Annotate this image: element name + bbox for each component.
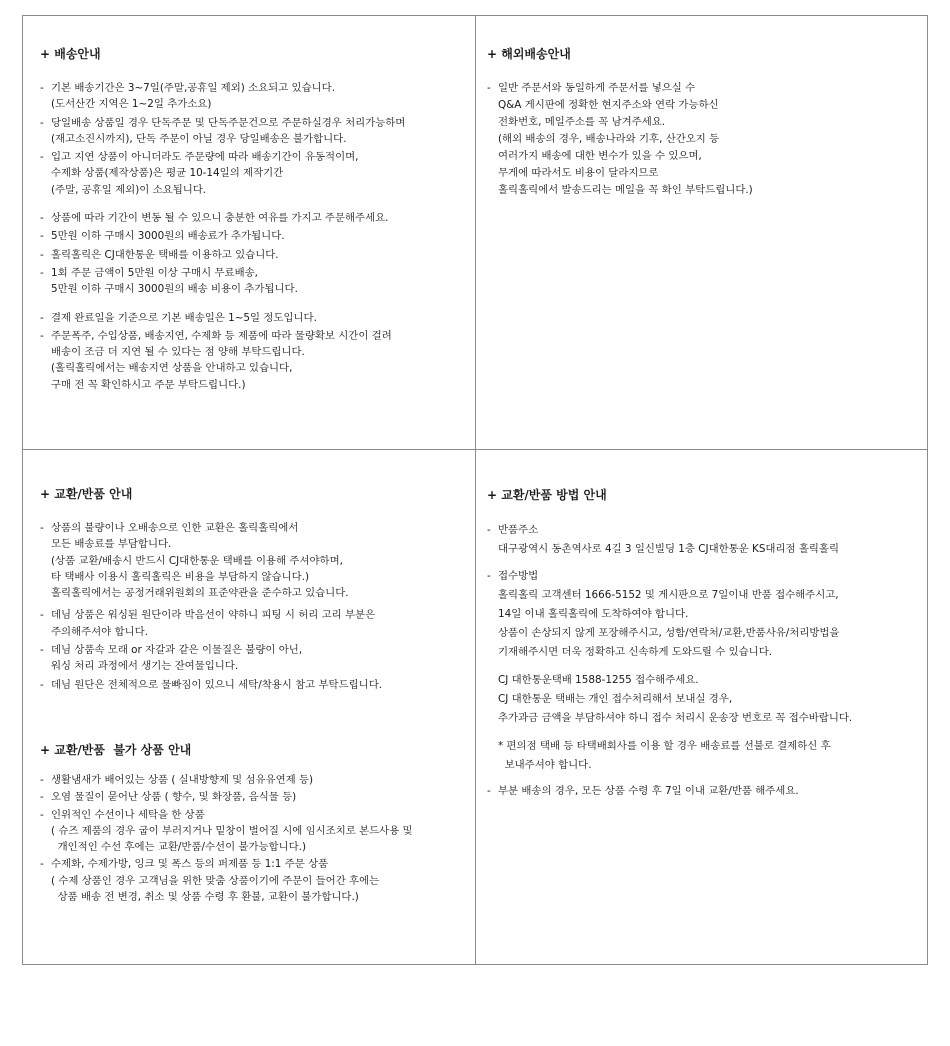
not-exchangeable-line: ( 슈즈 제품의 경우 굽이 부러지거나 밑창이 벌어질 시에 임시조치로 본드사용 및 xyxy=(51,824,413,837)
overseas-line: 전화번호, 메일주소를 꼭 남겨주세요. xyxy=(498,116,666,128)
list-item: - 반품주소 대구광역시 동촌역사로 4길 3 일신빌딩 1층 CJ대한통운 KS대리점 홀릭홀릭 xyxy=(487,521,922,559)
not-exchangeable-line: 상품 배송 전 변경, 취소 및 상품 수령 후 환불, 교환이 불가합니다.) xyxy=(51,891,359,904)
list-item: - 데님 상품은 워싱된 원단이라 박음선이 약하니 피팅 시 허리 고리 부분은 주의해주셔야 합니다. xyxy=(40,607,470,640)
list-item: - 인위적인 수선이나 세탁을 한 상품 ( 슈즈 제품의 경우 굽이 부러지거나 밑창이 벌어질 시에 임시조치로 본드사용 및 개인적인 수선 후에는 교환/반품/수선이 불가능합니다.) xyxy=(40,807,472,856)
exchange-line: 상품의 불량이나 오배송으로 인한 교환은 홀릭홀릭에서 xyxy=(51,522,299,534)
shipping-line: 주문폭주, 수입상품, 배송지연, 수제화 등 제품에 따라 물량확보 시간이 걸려 xyxy=(51,329,392,342)
list-item: - 기본 배송기간은 3~7일(주말,공휴일 제외) 소요되고 있습니다. (도서산간 지역은 1~2일 추가소요) xyxy=(40,80,470,113)
list-item: - 입고 지연 상품이 아니더라도 주문량에 따라 배송기간이 유동적이며, 수제화 상품(제작상품)은 평균 10-14일의 제작기간 (주말, 공휴일 제외)이 소요됩니다. xyxy=(40,149,470,198)
shipping-section xyxy=(40,46,470,395)
list-item: - 홀릭홀릭은 CJ대한통운 택배를 이용하고 있습니다. xyxy=(40,247,470,263)
list-item: - 생활냄새가 배어있는 상품 ( 실내방향제 및 섬유유연제 등) xyxy=(40,772,472,788)
list-item: - 접수방법 홀릭홀릭 고객센터 1666-5152 및 게시판으로 7일이내 반품 접수해주시고, 14일 이내 홀릭홀릭에 도착하여야 합니다. 상품이 손상되지 않게 포장해주시고, 성함/연락처/교환,반품사유/처리방법을 기재해주시면 더욱 정확하고 신속하게 도와드릴 수 있습니다. CJ 대한통운택배 1588-1255 접수해주세요. CJ 대한통운 택배는 개인 접수처리해서 보내실 경우, 추가과금 금액을 부담하셔야 하니 접수 처리시 운송장 번호로 꼭 접수바랍니다. * 편의점 택배 등 타택배회사를 이용 할 경우 배송료를 선불로 결제하신 후 보내주셔야 합니다. xyxy=(487,567,922,775)
shipping-line: 입고 지연 상품이 아니더라도 주문량에 따라 배송기간이 유동적이며, xyxy=(51,151,359,164)
return-address: 대구광역시 동촌역사로 4길 3 일신빌딩 1층 CJ대한통운 KS대리점 홀릭홀릭 xyxy=(498,543,839,555)
return-method-line: 14일 이내 홀릭홀릭에 도착하여야 합니다. xyxy=(498,608,689,620)
return-method-line: 추가과금 금액을 부담하셔야 하니 접수 처리시 운송장 번호로 꼭 접수바랍니다. xyxy=(498,712,853,724)
shipping-line: 수제화 상품(제작상품)은 평균 10-14일의 제작기간 xyxy=(51,167,284,180)
not-exchangeable-line: 오염 물질이 묻어난 상품 ( 향수, 및 화장품, 음식물 등) xyxy=(51,791,297,804)
return-method-section xyxy=(487,487,922,801)
overseas-section xyxy=(487,46,917,201)
list-item: - 5만원 이하 구매시 3000원의 배송료가 추가됩니다. xyxy=(40,228,470,244)
list-item: - 일반 주문서와 동일하게 주문서를 넣으실 수 Q&A 게시판에 정확한 현지주소와 연락 가능하신 전화번호, 메일주소를 꼭 남겨주세요. (해외 배송의 경우, 배송나라와 기후, 산간오지 등 여러가지 배송에 대한 변수가 있을 수 있으며, 무게에 따라서도 비용이 달라지므로 홀릭홀릭에서 발송드리는 메일을 꼭 화인 부탁드립니다.) xyxy=(487,80,917,199)
shipping-line: 홀릭홀릭은 CJ대한통운 택배를 이용하고 있습니다. xyxy=(51,248,279,261)
return-method-line: 기재해주시면 더욱 정확하고 신속하게 도와드릴 수 있습니다. xyxy=(498,646,773,658)
not-exchangeable-line: 수제화, 수제가방, 잉크 및 폭스 등의 퍼제품 등 1:1 주문 상품 xyxy=(51,858,329,871)
return-method-line: 접수방법 xyxy=(498,570,539,582)
overseas-line: (해외 배송의 경우, 배송나라와 기후, 산간오지 등 xyxy=(498,133,720,145)
return-method-line: CJ 대한통운 택배는 개인 접수처리해서 보내실 경우, xyxy=(498,693,733,705)
exchange-line: (상품 교환/배송시 반드시 CJ대한통운 택배를 이용해 주셔야하며, xyxy=(51,554,343,567)
shipping-line: (주말, 공휴일 제외)이 소요됩니다. xyxy=(51,183,207,196)
not-exchangeable-section xyxy=(40,742,472,907)
not-exchangeable-title: + 교환/반품 불가 상품 안내 xyxy=(40,743,192,757)
exchange-section xyxy=(40,486,470,695)
not-exchangeable-list xyxy=(40,772,472,905)
return-method-title: + 교환/반품 방법 안내 xyxy=(487,488,607,502)
overseas-line: Q&A 게시판에 정확한 현지주소와 연락 가능하신 xyxy=(498,99,719,111)
exchange-line: 타 택배사 이용시 홀릭홀릭은 비용을 부담하지 않습니다.) xyxy=(51,570,310,583)
exchange-line: 데님 원단은 전체적으로 물빠짐이 있으니 세탁/착용시 참고 부탁드립니다. xyxy=(51,678,383,691)
list-item: - 결제 완료일을 기준으로 기본 배송일은 1~5일 정도입니다. xyxy=(40,310,470,326)
overseas-line: 홀릭홀릭에서 발송드리는 메일을 꼭 화인 부탁드립니다.) xyxy=(498,184,753,196)
row-divider xyxy=(22,449,928,450)
return-method-note: * 편의점 택배 등 타택배회사를 이용 할 경우 배송료를 선불로 결제하신 후 xyxy=(498,740,831,752)
shipping-title: + 배송안내 xyxy=(40,47,101,61)
exchange-line: 데님 상품속 모래 or 자갈과 같은 이물질은 불량이 아닌, xyxy=(51,644,303,657)
shipping-line: 1회 주문 금액이 5만원 이상 구매시 무료배송, xyxy=(51,266,258,279)
list-item: - 당일배송 상품일 경우 단독주문 및 단독주문건으로 주문하실경우 처리가능하며 (재고소진시까지), 단독 주문이 아닐 경우 당일배송은 불가합니다. xyxy=(40,115,470,148)
return-method-line: CJ 대한통운택배 1588-1255 접수해주세요. xyxy=(498,674,699,686)
return-method-line: 홀릭홀릭 고객센터 1666-5152 및 게시판으로 7일이내 반품 접수해주시고, xyxy=(498,589,839,601)
exchange-line: 워싱 처리 과정에서 생기는 잔여물입니다. xyxy=(51,660,239,673)
list-item: - 1회 주문 금액이 5만원 이상 구매시 무료배송, 5만원 이하 구매시 3000원의 배송 비용이 추가됩니다. xyxy=(40,265,470,298)
exchange-line: 데님 상품은 워싱된 원단이라 박음선이 약하니 피팅 시 허리 고리 부분은 xyxy=(51,609,376,622)
list-item: - 수제화, 수제가방, 잉크 및 폭스 등의 퍼제품 등 1:1 주문 상품 ( 수제 상품인 경우 고객님을 위한 맞춤 상품이기에 주문이 들어간 후에는 상품 배송 전 변경, 취소 및 상품 수령 후 환불, 교환이 불가합니다.) xyxy=(40,856,472,905)
shipping-line: 5만원 이하 구매시 3000원의 배송 비용이 추가됩니다. xyxy=(51,283,298,296)
overseas-title: + 해외배송안내 xyxy=(487,47,571,61)
list-item: - 상품에 따라 기간이 변동 될 수 있으니 충분한 여유를 가지고 주문해주세요. xyxy=(40,210,470,226)
overseas-line: 일반 주문서와 동일하게 주문서를 넣으실 수 xyxy=(498,82,696,94)
shipping-line: 5만원 이하 구매시 3000원의 배송료가 추가됩니다. xyxy=(51,230,285,243)
shipping-line: (재고소진시까지), 단독 주문이 아닐 경우 당일배송은 불가합니다. xyxy=(51,132,347,145)
list-item: - 부분 배송의 경우, 모든 상품 수령 후 7일 이내 교환/반품 해주세요. xyxy=(487,783,922,799)
not-exchangeable-line: ( 수제 상품인 경우 고객님을 위한 맞춤 상품이기에 주문이 들어간 후에는 xyxy=(51,874,380,887)
not-exchangeable-line: 개인적인 수선 후에는 교환/반품/수선이 불가능합니다.) xyxy=(51,841,306,854)
overseas-line: 무게에 따라서도 비용이 달라지므로 xyxy=(498,167,659,179)
return-method-line: 상품이 손상되지 않게 포장해주시고, 성함/연락처/교환,반품사유/처리방법을 xyxy=(498,627,840,639)
overseas-list xyxy=(487,80,917,199)
shipping-line: 결제 완료일을 기준으로 기본 배송일은 1~5일 정도입니다. xyxy=(51,311,317,324)
exchange-title: + 교환/반품 안내 xyxy=(40,487,133,501)
return-method-list xyxy=(487,521,922,799)
shipping-list xyxy=(40,80,470,393)
shipping-line: (도서산간 지역은 1~2일 추가소요) xyxy=(51,98,212,111)
return-method-line: 부분 배송의 경우, 모든 상품 수령 후 7일 이내 교환/반품 해주세요. xyxy=(498,785,799,797)
shipping-line: 당일배송 상품일 경우 단독주문 및 단독주문건으로 주문하실경우 처리가능하며 xyxy=(51,116,406,129)
list-item: - 데님 상품속 모래 or 자갈과 같은 이물질은 불량이 아닌, 워싱 처리 과정에서 생기는 잔여물입니다. xyxy=(40,642,470,675)
list-item: - 상품의 불량이나 오배송으로 인한 교환은 홀릭홀릭에서 모든 배송료를 부담합니다. (상품 교환/배송시 반드시 CJ대한통운 택배를 이용해 주셔야하며, 타 택배사 이용시 홀릭홀릭은 비용을 부담하지 않습니다.) 홀릭홀릭에서는 공정거래위원회의 표준약관을 준수하고 있습니다. xyxy=(40,520,470,601)
not-exchangeable-line: 인위적인 수선이나 세탁을 한 상품 xyxy=(51,808,205,821)
shipping-line: 구매 전 꼭 확인하시고 주문 부탁드립니다.) xyxy=(51,378,246,391)
not-exchangeable-line: 생활냄새가 배어있는 상품 ( 실내방향제 및 섬유유연제 등) xyxy=(51,774,314,786)
shipping-line: 배송이 조금 더 지연 될 수 있다는 점 양해 부탁드립니다. xyxy=(51,346,305,359)
return-address-label: 반품주소 xyxy=(498,524,539,536)
exchange-line: 모든 배송료를 부담합니다. xyxy=(51,538,172,551)
exchange-line: 주의해주셔야 합니다. xyxy=(51,625,148,638)
return-method-note: 보내주셔야 합니다. xyxy=(498,759,592,771)
exchange-line: 홀릭홀릭에서는 공정거래위원회의 표준약관을 준수하고 있습니다. xyxy=(51,587,349,600)
list-item: - 오염 물질이 묻어난 상품 ( 향수, 및 화장품, 음식물 등) xyxy=(40,789,472,805)
overseas-line: 여러가지 배송에 대한 변수가 있을 수 있으며, xyxy=(498,150,702,162)
column-divider xyxy=(475,15,476,965)
shipping-line: (홀릭홀릭에서는 배송지연 상품을 안내하고 있습니다, xyxy=(51,362,293,375)
list-item: - 데님 원단은 전체적으로 물빠짐이 있으니 세탁/착용시 참고 부탁드립니다. xyxy=(40,677,470,693)
list-item: - 주문폭주, 수입상품, 배송지연, 수제화 등 제품에 따라 물량확보 시간이 걸려 배송이 조금 더 지연 될 수 있다는 점 양해 부탁드립니다. (홀릭홀릭에서는 배송지연 상품을 안내하고 있습니다, 구매 전 꼭 확인하시고 주문 부탁드립니다.) xyxy=(40,328,470,393)
exchange-list xyxy=(40,520,470,693)
shipping-line: 기본 배송기간은 3~7일(주말,공휴일 제외) 소요되고 있습니다. xyxy=(51,82,336,94)
shipping-line: 상품에 따라 기간이 변동 될 수 있으니 충분한 여유를 가지고 주문해주세요. xyxy=(51,212,389,225)
